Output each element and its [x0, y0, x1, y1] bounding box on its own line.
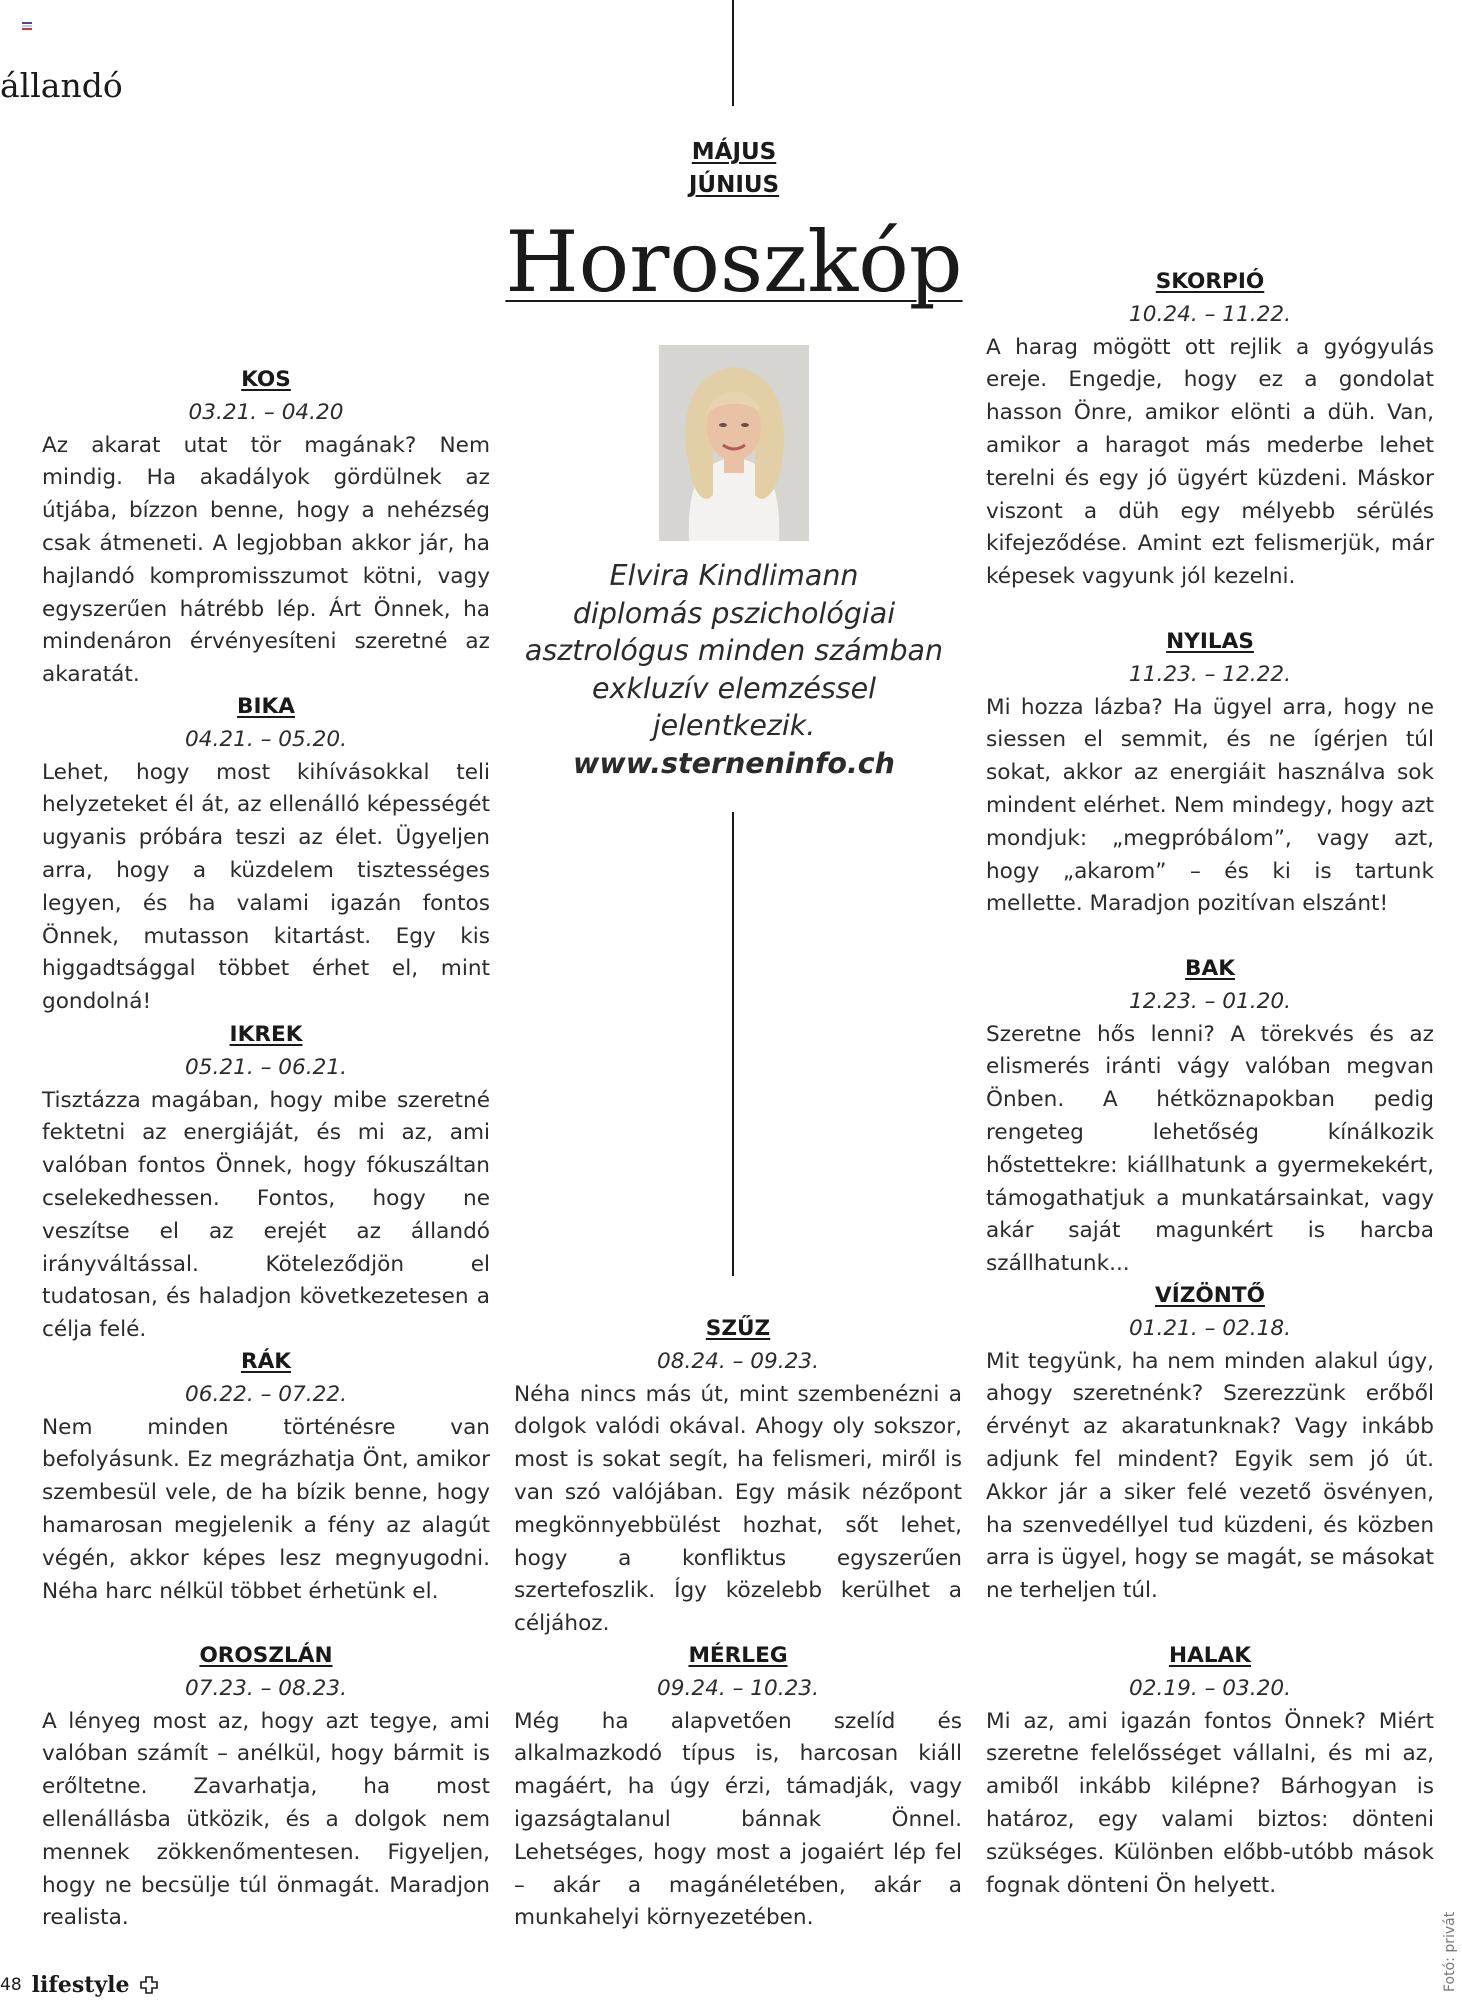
sign-dates: 08.24. – 09.23. — [657, 1348, 819, 1374]
sign-dates: 11.23. – 12.22. — [1129, 661, 1291, 687]
sign-dates: 06.22. – 07.22. — [185, 1381, 347, 1407]
flag-icon — [22, 22, 32, 29]
page-footer — [0, 1972, 158, 1998]
sign-name: MÉRLEG — [688, 1643, 788, 1668]
month-range — [514, 136, 954, 202]
sign-text: Mi hozza lázba? Ha ügyel arra, hogy ne siessen el semmit, és ne ígérjen túl sokat, akkor az energiáit használva sok mindent elérhet. Nem mindegy, hogy azt mondjuk: „megpróbálom”, vagy azt, hogy „akarom” – és ki is tartunk mellette. Maradjon pozitívan elszánt! — [986, 694, 1434, 917]
author-line: diplomás pszichológiai — [572, 596, 896, 630]
sign-dates: 01.21. – 02.18. — [1129, 1315, 1291, 1341]
author-line: asztrológus minden számban — [524, 634, 944, 668]
sign-halak — [986, 1640, 1434, 1902]
author-line: jelentkezik. — [652, 709, 816, 743]
sign-name: OROSZLÁN — [199, 1643, 333, 1668]
page-title: Horoszkóp — [505, 213, 963, 311]
sign-dates: 09.24. – 10.23. — [657, 1675, 819, 1701]
sign-text: Még ha alapvetően szelíd és alkalmazkodó típus is, harcosan kiáll magáért, ha úgy érzi, támadják, vagy igazságtalanul bánnak Önnel. Lehetséges, hogy most a jogaiért lép fel – akár a magánéletében, akár a munkahelyi környezetében. — [514, 1708, 962, 1931]
sign-dates: 12.23. – 01.20. — [1129, 988, 1291, 1014]
sign-dates: 07.23. – 08.23. — [185, 1675, 347, 1701]
center-divider-line — [732, 812, 734, 1276]
sign-rak — [42, 1346, 490, 1608]
sign-text: Nem minden történésre van befolyásunk. Ez megrázhatja Önt, amikor szembesül vele, de ha bízik benne, hogy hamarosan megjelenik a fény az alagút végén, akkor képes lesz megnyugodni. Néha harc nélkül többet érhetünk el. — [42, 1414, 490, 1604]
sign-name: RÁK — [240, 1349, 292, 1374]
sign-oroszlan — [42, 1640, 490, 1935]
sign-name: VÍZÖNTŐ — [1155, 1283, 1265, 1308]
photo-credit — [1442, 1892, 1462, 1992]
sign-dates: 02.19. – 03.20. — [1129, 1675, 1291, 1701]
top-divider-line — [732, 0, 734, 106]
sign-text: Néha nincs más út, mint szembenézni a dolgok valódi okával. Ahogy oly sokszor, most is sokat segít, ha felismeri, miről is van szó valójában. Egy másik nézőpont megkönnyebbülést hozhat, sőt lehet, hogy a konfliktus egyszerűen szertefoszlik. Így közelebb kerülhet a céljához. — [514, 1381, 962, 1637]
sign-name: KOS — [241, 367, 291, 392]
month-label: MÁJUS — [691, 139, 777, 165]
page-number: 48 — [0, 1975, 22, 1995]
sign-nyilas — [986, 626, 1434, 921]
sign-name: BIKA — [237, 694, 295, 719]
author-intro — [505, 557, 963, 783]
author-website-link[interactable]: www.sterneninfo.ch — [573, 746, 895, 780]
section-category: állandó — [0, 66, 123, 105]
sign-text: Tisztázza magában, hogy mibe szeretné fektetni az energiáját, és mi az, ami valóban fontos Önnek, hogy fókuszáltan cselekedhessen. Fontos, hogy ne veszítse el az erejét az állandó irányváltással. Köteleződjön el tudatosan, és haladjon következetesen a célja felé. — [42, 1087, 490, 1343]
sign-name: SZŰZ — [705, 1316, 771, 1341]
author-line: exkluzív elemzéssel — [591, 671, 877, 705]
sign-text: A harag mögött ott rejlik a gyógyulás ereje. Engedje, hogy ez a gondolat hasson Önre, amikor elönti a düh. Van, amikor a haragot más mederbe lehet terelni és egy jó ügyért küzdeni. Máskor viszont a düh egy mélyebb sérülés kifejeződése. Amint ezt felismerjük, már képesek vagyunk jól kezelni. — [986, 334, 1434, 590]
sign-name: NYILAS — [1166, 629, 1254, 654]
sign-dates: 05.21. – 06.21. — [185, 1054, 347, 1080]
sign-text: Mi az, ami igazán fontos Önnek? Miért szeretne felelősséget vállalni, és mi az, amiből inkább kilépne? Bárhogyan is határoz, egy valami biztos: dönteni szükséges. Különben előbb-utóbb mások fognak dönteni Ön helyett. — [986, 1708, 1434, 1898]
swiss-cross-icon — [140, 1976, 158, 1994]
author-line: Elvira Kindlimann — [609, 559, 859, 592]
sign-text: Az akarat utat tör magának? Nem mindig. Ha akadályok gördülnek az útjába, bízzon benne, hogy a nehézség csak átmeneti. A legjobban akkor jár, ha hajlandó kompromisszumot kötni, vagy egyszerűen hátrébb lép. Árt Önnek, ha mindenáron érvényesíteni szeretné az akaratát. — [42, 432, 490, 688]
sign-bak — [986, 953, 1434, 1281]
sign-text: Lehet, hogy most kihívásokkal teli helyzeteket él át, az ellenálló képességét ugyanis próbára teszi az élet. Ügyeljen arra, hogy a küzdelem tisztességes legyen, és ha valami igazán fontos Önnek, mutasson kitartást. Egy kis higgadtsággal többet érhet el, mint gondolná! — [42, 759, 490, 1015]
brand-logo-text: lifestyle — [31, 1972, 130, 1998]
sign-szuz — [514, 1313, 962, 1641]
sign-vizonto — [986, 1280, 1434, 1608]
sign-text: Mit tegyünk, ha nem minden alakul úgy, ahogy szeretnénk? Szerezzünk erőből érvényt az akaratunknak? Vagy inkább adjunk fel mindent? Egyik sem jó út. Akkor jár a siker felé vezető ösvényen, ha szenvedéllyel tud küzdeni, és közben arra is ügyel, hogy se magát, se másokat ne terheljen túl. — [986, 1348, 1434, 1604]
sign-name: SKORPIÓ — [1155, 269, 1265, 294]
sign-name: IKREK — [229, 1022, 303, 1047]
photo-credit-text: Fotó: privát — [1442, 1911, 1458, 1992]
sign-merleg — [514, 1640, 962, 1935]
author-portrait — [659, 345, 809, 541]
month-label: JÚNIUS — [688, 172, 780, 198]
sign-bika — [42, 691, 490, 1019]
sign-ikrek — [42, 1019, 490, 1347]
sign-kos — [42, 364, 490, 692]
sign-dates: 03.21. – 04.20 — [188, 399, 344, 425]
sign-dates: 04.21. – 05.20. — [185, 726, 347, 752]
portrait-illustration — [659, 345, 809, 541]
sign-dates: 10.24. – 11.22. — [1129, 301, 1291, 327]
sign-text: A lényeg most az, hogy azt tegye, ami valóban számít – anélkül, hogy bármit is erőltetne. Zavarhatja, ha most ellenállásba ütközik, és a dolgok nem mennek zökkenőmentesen. Figyeljen, hogy ne becsülje túl önmagát. Maradjon realista. — [42, 1708, 490, 1931]
sign-text: Szeretne hős lenni? A törekvés és az elismerés iránti vágy valóban megvan Önben. A hétköznapokban pedig rengeteg lehetőség kínálkozik hőstettekre: kiállhatunk a gyermekekért, támogathatjuk a munkatársainkat, vagy akár saját magunkért is harcba szállhatunk... — [986, 1021, 1434, 1277]
sign-skorpio — [986, 266, 1434, 594]
sign-name: HALAK — [1169, 1643, 1251, 1668]
sign-name: BAK — [1185, 956, 1235, 981]
